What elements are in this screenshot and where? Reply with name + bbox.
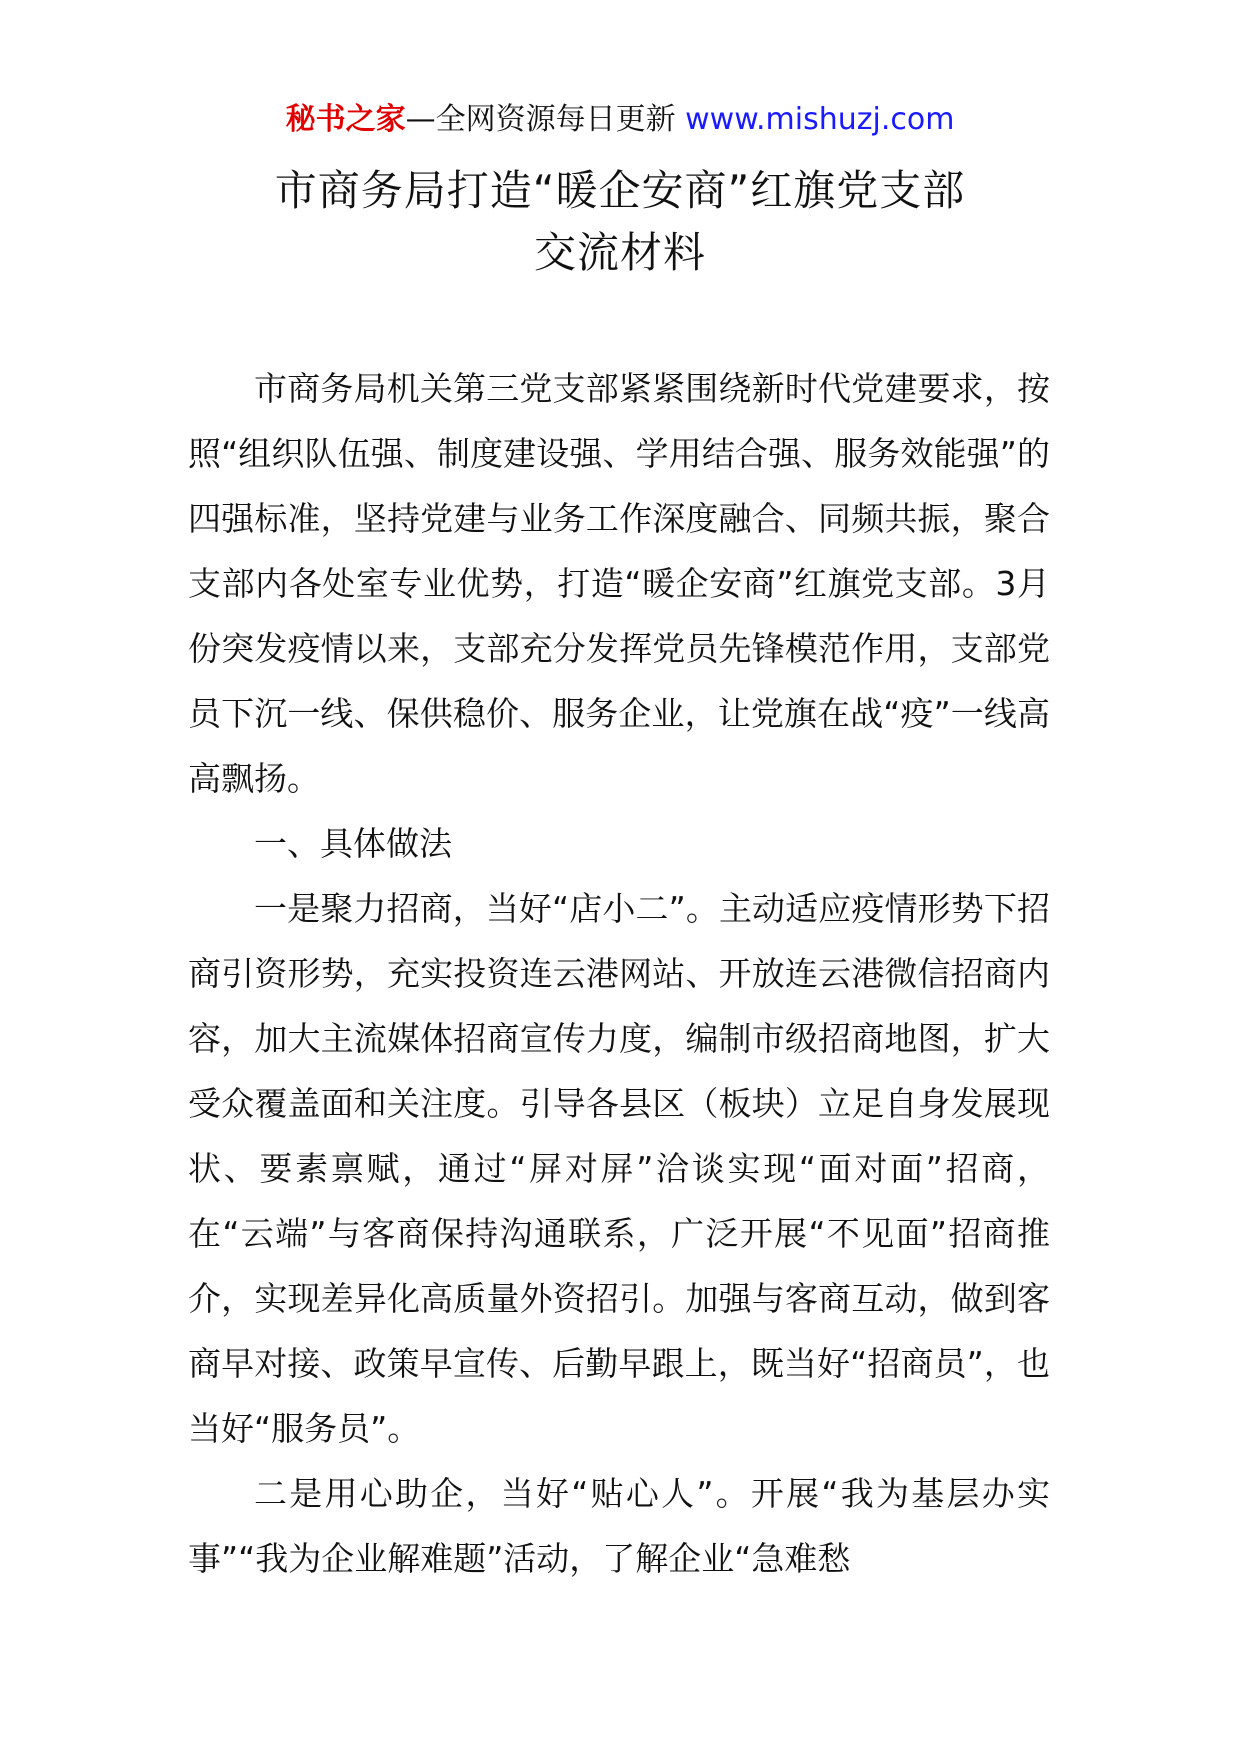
- document-title: [0, 160, 1240, 284]
- site-tagline: —全网资源每日更新: [405, 102, 676, 137]
- intro-paragraph: 市商务局机关第三党支部紧紧围绕新时代党建要求，按照“组织队伍强、制度建设强、学用结合强、服务效能强”的四强标准，坚持党建与业务工作深度融合、同频共振，聚合支部内各处室专业优势，打造“暖企安商”红旗党支部。3月份突发疫情以来，支部充分发挥党员先锋模范作用，支部党员下沉一线、保供稳价、服务企业，让党旗在战“疫”一线高高飘扬。: [188, 369, 1050, 798]
- section-heading: 一、具体做法: [254, 824, 452, 863]
- title-line-2: 交流材料: [533, 228, 706, 277]
- document-body: [188, 356, 1050, 1591]
- body-paragraph: 一是聚力招商，当好“店小二”。主动适应疫情形势下招商引资形势，充实投资连云港网站、开放连云港微信招商内容，加大主流媒体招商宣传力度，编制市级招商地图，扩大受众覆盖面和关注度。引导各县区（板块）立足自身发展现状、要素禀赋，通过“屏对屏”洽谈实现“面对面”招商，在“云端”与客商保持沟通联系，广泛开展“不见面”招商推介，实现差异化高质量外资招引。加强与客商互动，做到客商早对接、政策早宣传、后勤早跟上，既当好“招商员”，也当好“服务员”。: [188, 889, 1050, 1448]
- site-url-link[interactable]: www.mishuzj.com: [685, 102, 955, 137]
- site-banner: [0, 98, 1240, 142]
- body-paragraph: 二是用心助企，当好“贴心人”。开展“我为基层办实事”“我为企业解难题”活动，了解企业“急难愁: [188, 1474, 1050, 1578]
- site-brand: 秘书之家: [285, 102, 406, 137]
- title-line-1: 市商务局打造“暖企安商”红旗党支部: [274, 166, 966, 215]
